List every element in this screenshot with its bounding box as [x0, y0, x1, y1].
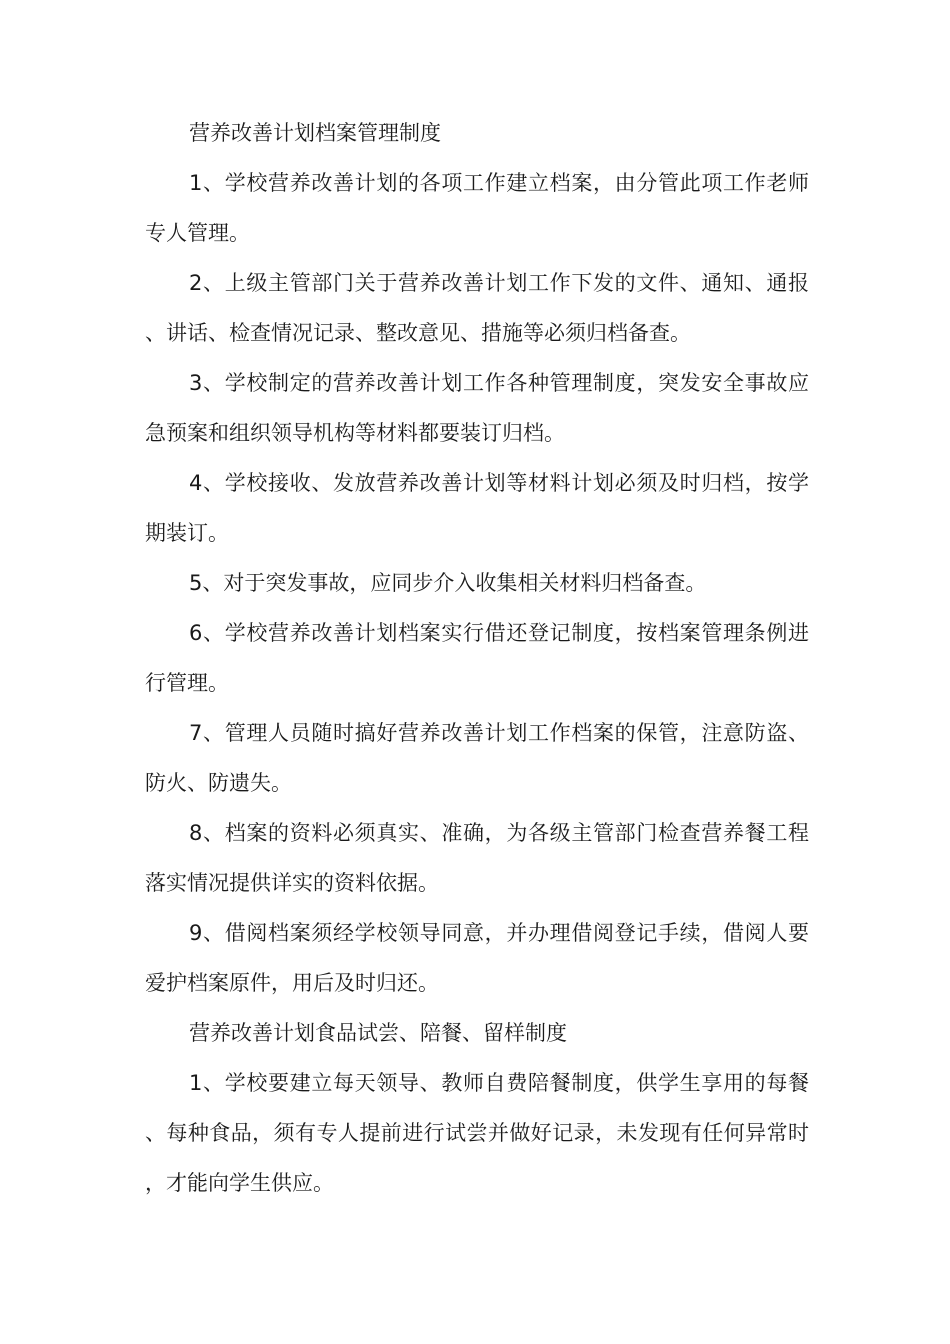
- archive-rule-8: 8、档案的资料必须真实、准确，为各级主管部门检查营养餐工程落实情况提供详实的资料依据。: [145, 821, 809, 895]
- archive-rule-5: 5、对于突发事故，应同步介入收集相关材料归档备查。: [189, 571, 707, 595]
- archive-rule-7: 7、管理人员随时搞好营养改善计划工作档案的保管，注意防盗、防火、防遗失。: [145, 721, 809, 795]
- archive-rule-4: 4、学校接收、发放营养改善计划等材料计划必须及时归档，按学期装订。: [145, 471, 809, 545]
- section-title-food-tasting: 营养改善计划食品试尝、陪餐、留样制度: [189, 1021, 567, 1045]
- archive-rule-9: 9、借阅档案须经学校领导同意，并办理借阅登记手续，借阅人要爱护档案原件，用后及时归还。: [145, 921, 809, 995]
- archive-rule-1: 1、学校营养改善计划的各项工作建立档案，由分管此项工作老师专人管理。: [145, 171, 809, 245]
- archive-rule-3: 3、学校制定的营养改善计划工作各种管理制度，突发安全事故应急预案和组织领导机构等材料都要装订归档。: [145, 371, 809, 445]
- document-body: [145, 108, 809, 1208]
- section-title-archive-management: 营养改善计划档案管理制度: [189, 121, 441, 145]
- food-tasting-rule-1: 1、学校要建立每天领导、教师自费陪餐制度，供学生享用的每餐、每种食品，须有专人提前进行试尝并做好记录，未发现有任何异常时，才能向学生供应。: [145, 1071, 809, 1195]
- archive-rule-2: 2、上级主管部门关于营养改善计划工作下发的文件、通知、通报、讲话、检查情况记录、整改意见、措施等必须归档备查。: [145, 271, 809, 345]
- archive-rule-6: 6、学校营养改善计划档案实行借还登记制度，按档案管理条例进行管理。: [145, 621, 809, 695]
